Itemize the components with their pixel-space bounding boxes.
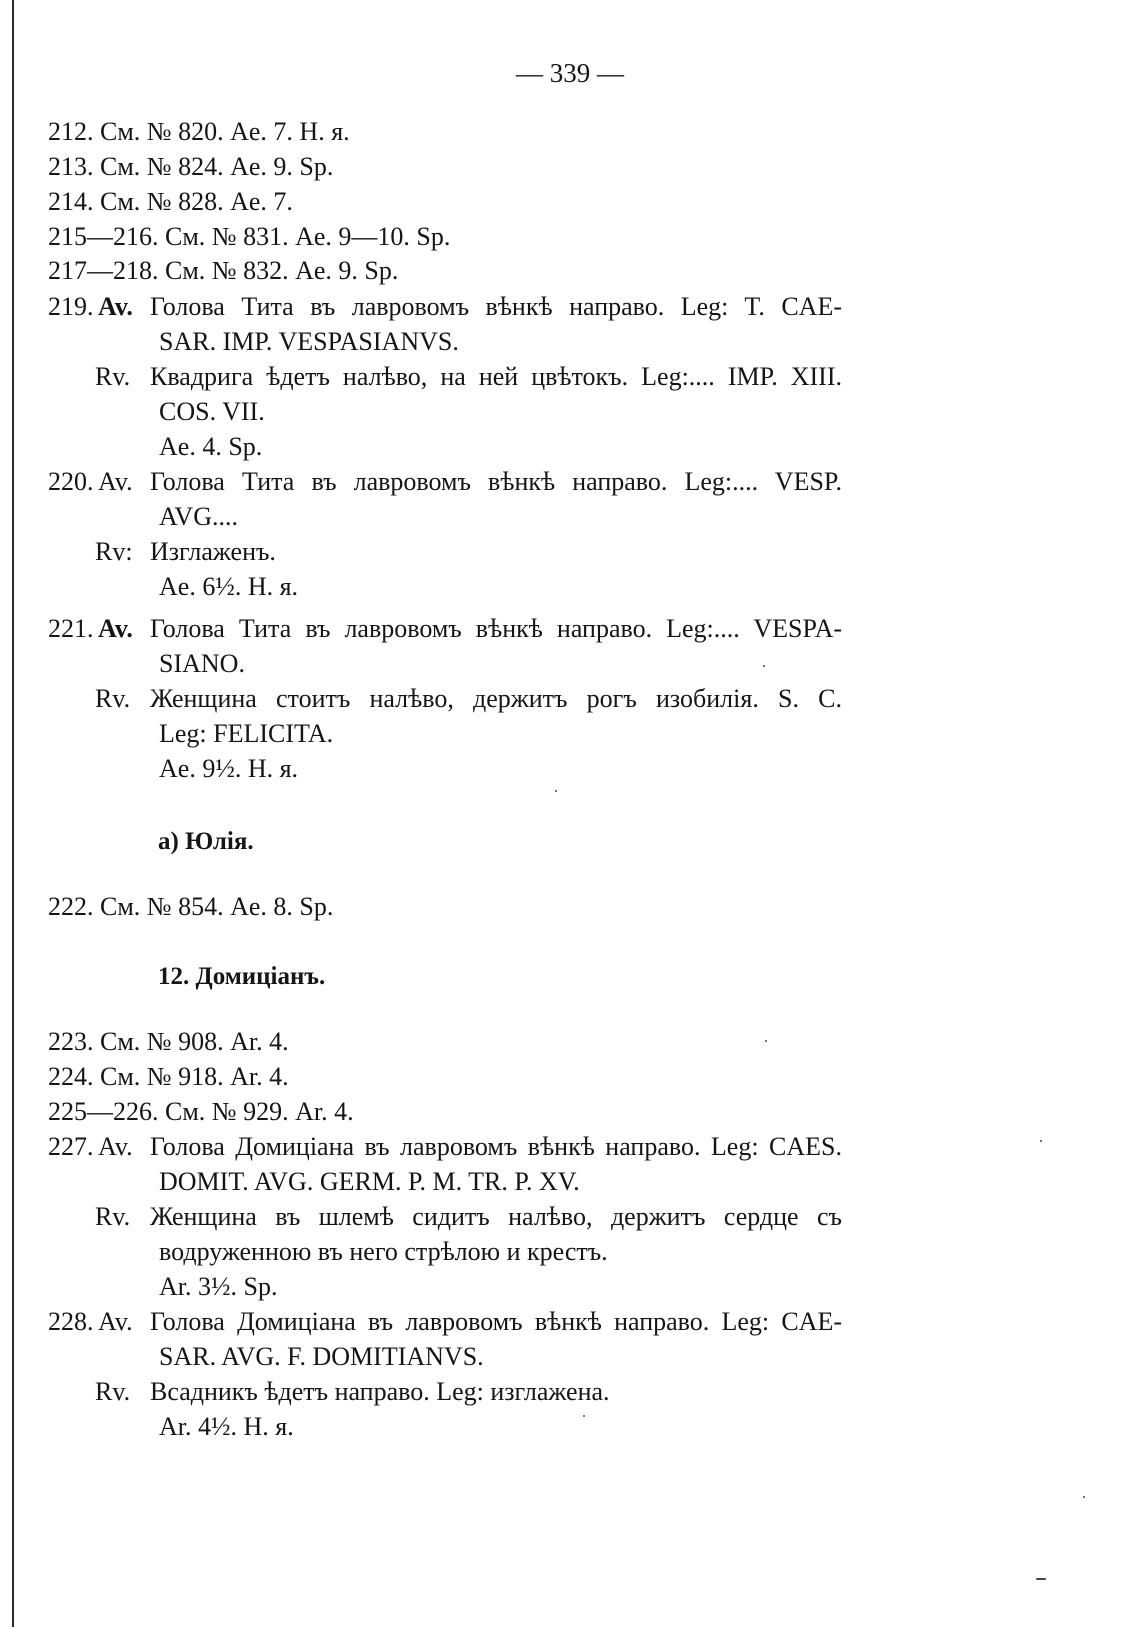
entry-221-number: 221. xyxy=(48,614,94,643)
entry-220-av-continuation: AVG.... xyxy=(159,502,238,531)
entry-220-rv-label: Rv: xyxy=(95,537,133,566)
entry-227-rv-continuation: водруженною въ него стрѣлою и крестъ. xyxy=(159,1237,608,1266)
entry-227-number: 227. xyxy=(48,1132,94,1161)
entry-227-rv-label: Rv. xyxy=(95,1202,131,1231)
entry-220-number: 220. xyxy=(48,467,94,496)
entry-228-av-text: Голова Домиціана въ лавровомъ вѣнкѣ направо. Leg: CAE- xyxy=(150,1307,842,1336)
entry-221-rv-continuation: Leg: FELICITA. xyxy=(159,719,334,748)
entry-219-metal-size: Ae. 4. Sp. xyxy=(159,432,263,461)
page-number: — 339 — xyxy=(516,58,624,88)
entry-220-rv-text: Изглаженъ. xyxy=(150,537,276,566)
scan-speck xyxy=(763,665,765,667)
entry-224: 224. См. № 918. Ar. 4. xyxy=(48,1062,289,1091)
entry-222: 222. См. № 854. Ae. 8. Sp. xyxy=(48,892,334,921)
entry-221-av-continuation: SIANO. xyxy=(159,649,245,678)
entry-219-av-continuation: SAR. IMP. VESPASIANVS. xyxy=(159,327,459,356)
entry-228-rv-text: Всадникъ ѣдетъ направо. Leg: изглажена. xyxy=(150,1377,610,1406)
entry-221-rv-text: Женщина стоитъ налѣво, держитъ рогъ изобилія. S. C. xyxy=(150,684,842,713)
entry-220-av-text: Голова Тита въ лавровомъ вѣнкѣ направо. Leg:.... VESP. xyxy=(150,467,842,496)
entry-228-number: 228. xyxy=(48,1307,94,1336)
section-heading-julia: а) Юлія. xyxy=(158,828,254,855)
entry-220-metal-size: Ae. 6½. H. я. xyxy=(159,572,299,601)
entry-228-metal-size: Ar. 4½. H. я. xyxy=(159,1412,294,1441)
entry-223: 223. См. № 908. Ar. 4. xyxy=(48,1027,289,1056)
entry-219-av-text: Голова Тита въ лавровомъ вѣнкѣ направо. Leg: T. CAE- xyxy=(150,292,842,321)
scan-speck xyxy=(765,1040,767,1042)
scan-speck xyxy=(1036,1578,1046,1580)
entry-221-av-label: Av. xyxy=(98,614,133,643)
entry-212: 212. См. № 820. Ae. 7. H. я. xyxy=(48,117,350,146)
entry-221-av-text: Голова Тита въ лавровомъ вѣнкѣ направо. Leg:.... VESPA- xyxy=(150,614,842,643)
entry-227-metal-size: Ar. 3½. Sp. xyxy=(159,1272,278,1301)
entry-221-rv-label: Rv. xyxy=(95,684,131,713)
entry-213: 213. См. № 824. Ae. 9. Sp. xyxy=(48,152,334,181)
entry-220-av-label: Av. xyxy=(98,467,133,496)
entry-221-metal-size: Ae. 9½. H. я. xyxy=(159,754,299,783)
section-heading-domitian: 12. Домиціанъ. xyxy=(158,963,326,990)
entry-228-rv-label: Rv. xyxy=(95,1377,131,1406)
page-binding-edge xyxy=(12,0,14,1627)
entry-227-av-text: Голова Домиціана въ лавровомъ вѣнкѣ направо. Leg: CAES. xyxy=(150,1132,842,1161)
scan-speck xyxy=(555,790,557,792)
entry-217-218: 217—218. См. № 832. Ae. 9. Sp. xyxy=(48,256,399,285)
entry-228-av-continuation: SAR. AVG. F. DOMITIANVS. xyxy=(159,1342,484,1371)
entry-227-av-continuation: DOMIT. AVG. GERM. P. M. TR. P. XV. xyxy=(159,1167,580,1196)
entry-219-number: 219. xyxy=(48,292,94,321)
scan-speck xyxy=(1083,1496,1085,1498)
entry-219-rv-label: Rv. xyxy=(95,362,131,391)
scan-speck xyxy=(583,1415,585,1417)
entry-215-216: 215—216. См. № 831. Ae. 9—10. Sp. xyxy=(48,222,451,251)
entry-219-rv-text: Квадрига ѣдетъ налѣво, на ней цвѣтокъ. Leg:.... IMP. XIII. xyxy=(150,362,842,391)
entry-214: 214. См. № 828. Ae. 7. xyxy=(48,187,293,216)
scan-speck xyxy=(1040,1140,1042,1142)
entry-219-rv-continuation: COS. VII. xyxy=(159,397,265,426)
entry-219-av-label: Av. xyxy=(98,292,133,321)
entry-228-av-label: Av. xyxy=(98,1307,133,1336)
entry-227-rv-text: Женщина въ шлемѣ сидитъ налѣво, держитъ сердце съ xyxy=(150,1202,842,1231)
entry-227-av-label: Av. xyxy=(98,1132,133,1161)
entry-225-226: 225—226. См. № 929. Ar. 4. xyxy=(48,1097,354,1126)
